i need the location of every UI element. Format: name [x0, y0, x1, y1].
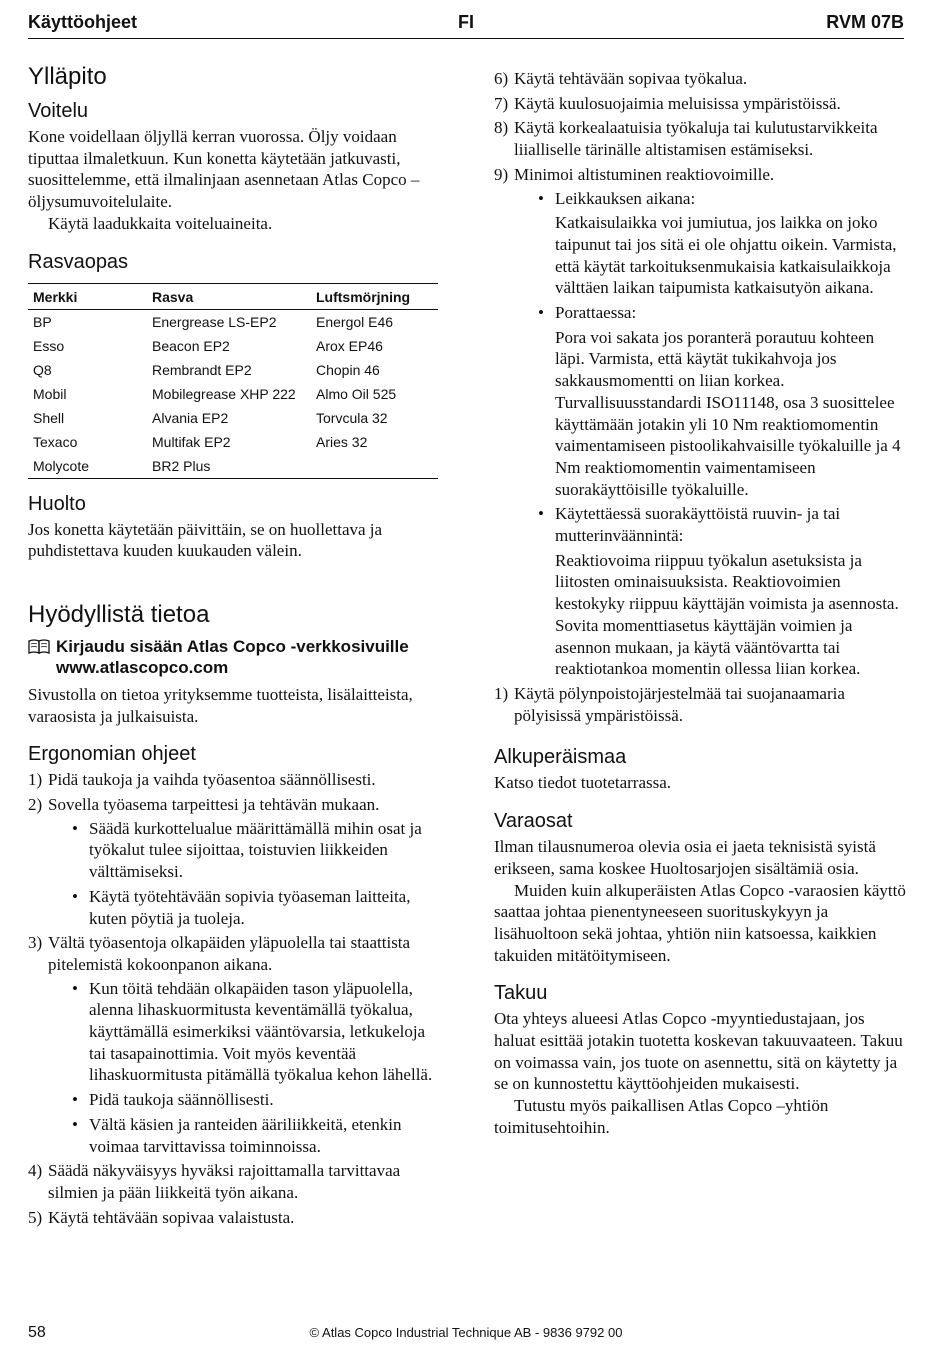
list-item	[494, 683, 906, 726]
brand-cell: Molycote	[33, 457, 90, 474]
bullet-text: Leikkauksen aikana:	[555, 188, 696, 208]
bullet-text: Pidä taukoja säännöllisesti.	[89, 1090, 274, 1110]
header-document-type: Käyttöohjeet	[28, 12, 138, 32]
warranty-heading: Takuu	[494, 982, 548, 1005]
oil-cell	[311, 454, 438, 479]
useful-info-heading: Hyödyllistä tietoa	[28, 600, 210, 628]
item-number: 1)	[28, 770, 43, 790]
grease-cell: Beacon EP2	[152, 337, 230, 354]
item-text: Käytä korkealaatuisia työkaluja tai kulutustarvikkeita liialliselle tärinälle altistamisen estämiseksi.	[514, 118, 878, 160]
item-text: Sovella työasema tarpeittesi ja tehtävän mukaan.	[48, 795, 380, 815]
bullet-item: • Porattaessa: Pora voi sakata jos poranterä porautuu kohteen läpi. Varmista, että käytät tukikahvoja jos sakkausmomentti on liian korkea. Turvallisuusstandardi ISO11148, osa 3 suosittelee käyttämään jotakin yli 10 Nm reaktiomomentin vaimentamiseen pistoolikahvaisille työkaluille ja 4 Nm reaktiomomentin vaimentamiseen suorakäyttöisille työkaluille.	[534, 302, 906, 500]
brand-cell: Esso	[33, 337, 65, 354]
list-item	[494, 164, 906, 680]
book-icon	[28, 639, 50, 655]
grease-table-header-row	[28, 283, 438, 309]
bullet-item: • Kun töitä tehdään olkapäiden tason yläpuolella, alenna lihaskuormitusta keventämällä työkalua, käyttämällä esimerkiksi vääntövarsia, letkukeloja tai tasapainottimia. Voit myös keventää lihaskuormitusta pitämällä työkalua kehon lähellä.	[72, 978, 433, 1085]
brand-cell: Shell	[33, 409, 65, 426]
item-text: Käytä tehtävään sopivaa työkalua.	[514, 69, 748, 88]
item-text: Käytä tehtävään sopivaa valaistusta.	[48, 1207, 295, 1227]
bullet-item: • Käytä työtehtävään sopivia työaseman laitteita, kuten pöytiä ja tuoleja.	[72, 886, 411, 928]
bullet-item: • Pidä taukoja säännöllisesti.	[72, 1090, 274, 1110]
item-number: 4)	[28, 1161, 43, 1181]
page-number: 58	[28, 1324, 46, 1341]
grease-cell: Energrease LS-EP2	[152, 313, 277, 330]
page-header	[28, 10, 904, 39]
grease-cell: Mobilegrease XHP 222	[152, 385, 296, 402]
service-heading: Huolto	[28, 492, 86, 515]
item-text: Pidä taukoja ja vaihda työasentoa säännöllisesti.	[48, 770, 376, 790]
brand-cell: Mobil	[33, 385, 67, 402]
bullet-text: Kun töitä tehdään olkapäiden tason yläpuolella, alenna lihaskuormitusta keventämällä työkalua, käyttämällä esimerkiksi vääntövarsia, letkukeloja tai tasapainottimia. Voit myös keventää lihaskuormitusta pitämällä työkalua kehon lähellä.	[89, 978, 433, 1085]
origin-text: Katso tiedot tuotetarrassa.	[494, 773, 672, 793]
table-row	[28, 334, 438, 358]
list-item	[494, 68, 906, 90]
page-footer	[28, 1322, 904, 1346]
warranty-terms-text: Tutustu myös paikallisen Atlas Copco –yhtiön toimitusehtoihin.	[494, 1096, 829, 1137]
right-column	[494, 68, 906, 1139]
item-number: 1)	[494, 683, 509, 703]
bullet-detail-text: Katkaisulaikka voi jumiutua, jos laikka on joko taipunut tai jos sitä ei ole ohjattu oikein. Varmista, että käytät tarkoituksenmukaisia katkaisulaikkoja välttäen laikan taipumista katkaisutyön aikana.	[555, 213, 897, 298]
grease-cell: Multifak EP2	[152, 433, 231, 450]
item-text: Säädä näkyväisyys hyväksi rajoittamalla tarvittavaa silmien ja pään liikkeitä työn aikana.	[48, 1161, 401, 1202]
bullet-text: Käytettäessä suorakäyttöistä ruuvin- ja tai mutterinväännintä:	[555, 504, 841, 546]
table-row	[28, 358, 438, 382]
oil-cell: Torvcula 32	[316, 409, 388, 426]
bullet-detail-text: Pora voi sakata jos poranterä porautuu kohteen läpi. Varmista, että käytät tukikahvoja jos sakkausmomentti on liian korkea. Turvallisuusstandardi ISO11148, osa 3 suosittelee käyttämään jotakin yli 10 Nm reaktiomomentin vaimentamiseen pistoolikahvaisille työkaluille ja 4 Nm reaktiomomentin vaimentamiseen suorakäyttöisille työkaluille.	[555, 327, 901, 499]
list-item	[28, 1160, 440, 1203]
item-number: 2)	[28, 795, 43, 815]
column-header-air-lubrication: Luftsmörjning	[311, 283, 438, 309]
list-item	[494, 93, 906, 115]
brand-cell: BP	[33, 313, 52, 330]
brand-cell: Texaco	[33, 433, 78, 450]
copyright-text: © Atlas Copco Industrial Technique AB - 9836 9792 00	[309, 1325, 623, 1340]
bullet-detail-text: Reaktiovoima riippuu työkalun asetuksista ja liitosten ominaisuuksista. Reaktiovoimien kestokyky riippuu käyttäjän voimista ja asennosta. Sovita momenttiasetus käyttäjän voimien ja asennon mukaan, ja käytä vääntövartta tai reaktiotankoa momentin ollessa liian korkea.	[555, 550, 899, 679]
ergonomics-heading: Ergonomian ohjeet	[28, 743, 196, 766]
sub-bullet-list	[48, 978, 440, 1158]
website-description: Sivustolla on tietoa yrityksemme tuotteista, lisälaitteista, varaosista ja julkaisuista.	[28, 684, 413, 726]
header-model: RVM 07B	[826, 12, 904, 32]
item-number: 8)	[494, 118, 509, 138]
bullet-text: Porattaessa:	[555, 303, 637, 323]
column-header-grease: Rasva	[147, 283, 311, 309]
list-item	[28, 932, 440, 1157]
item-text: Minimoi altistuminen reaktiovoimille.	[514, 164, 775, 184]
item-number: 9)	[494, 164, 509, 184]
spare-parts-text: Ilman tilausnumeroa olevia osia ei jaeta teknisistä syistä erikseen, sama koskee Huoltosarjojen sisältämiä osia.	[494, 837, 876, 878]
item-number: 6)	[494, 69, 509, 88]
bullet-item: • Säädä kurkottelualue määrittämällä mihin osat ja työkalut tulee sijoittaa, toistuvien liikkeiden välttämiseksi.	[72, 818, 422, 882]
item-text: Käytä kuulosuojaimia meluisissa ympäristöissä.	[514, 93, 841, 113]
ergonomics-list-right	[494, 68, 906, 726]
sub-bullet-list	[48, 818, 440, 930]
left-column	[28, 62, 440, 1231]
bullet-item: • Vältä käsien ja ranteiden ääriliikkeitä, etenkin voimaa tarvittavissa toiminnoissa.	[72, 1114, 402, 1156]
grease-table	[28, 283, 438, 479]
origin-heading: Alkuperäismaa	[494, 746, 627, 769]
grease-guide-heading: Rasvaopas	[28, 250, 129, 273]
warranty-text: Ota yhteys alueesi Atlas Copco -myyntiedustajaan, jos haluat esittää jotakin tuotetta koskevan takuuvaateen. Takuu on voimassa vain, jos tuote on asennettu, sitä on käytetty ja se on kunnostettu käyttöohjeiden mukaisesti.	[494, 1009, 903, 1094]
oil-cell: Aries 32	[316, 433, 368, 450]
table-row	[28, 309, 438, 334]
column-header-brand: Merkki	[28, 283, 147, 309]
bullet-item: • Leikkauksen aikana: Katkaisulaikka voi jumiutua, jos laikka on joko taipunut tai jos sitä ei ole ohjattu oikein. Varmista, että käytät tarkoituksenmukaisia katkaisulaikkoja välttäen laikan taipumista katkaisutyön aikana.	[534, 188, 906, 300]
table-row	[28, 406, 438, 430]
list-item	[28, 1207, 440, 1229]
table-row	[28, 430, 438, 454]
table-row	[28, 382, 438, 406]
bullet-text: Vältä käsien ja ranteiden ääriliikkeitä, etenkin voimaa tarvittavissa toiminnoissa.	[89, 1114, 402, 1156]
spare-parts-heading: Varaosat	[494, 810, 573, 833]
oil-cell: Arox EP46	[316, 337, 383, 354]
lubrication-text: Kone voidellaan öljyllä kerran vuorossa. Öljy voidaan tiputtaa ilmaletkuun. Kun konetta käytetään jatkuvasti, suosittelemme, että ilmalinjaan asennetaan Atlas Copco – öljysumuvoitelulaite.	[28, 127, 420, 212]
oil-cell: Chopin 46	[316, 361, 380, 378]
service-text: Jos konetta käytetään päivittäin, se on huollettava ja puhdistettava kuuden kuukauden välein.	[28, 519, 383, 561]
spare-parts-warning-text: Muiden kuin alkuperäisten Atlas Copco -varaosien käyttö saattaa johtaa pienentyneeseen suorituskykyyn ja lisähuoltoon sekä johtaa, yhtiön niin katsoessa, kaikkien takuiden mitätöitymiseen.	[494, 880, 906, 965]
list-item	[28, 794, 440, 929]
grease-cell: BR2 Plus	[152, 457, 211, 474]
table-row	[28, 454, 438, 479]
oil-cell: Almo Oil 525	[316, 385, 397, 402]
lubrication-heading: Voitelu	[28, 100, 89, 122]
item-number: 3)	[28, 933, 43, 953]
grease-cell: Rembrandt EP2	[152, 361, 252, 378]
item-number: 5)	[28, 1207, 43, 1227]
item-text: Käytä pölynpoistojärjestelmää tai suojanaamaria pölyisissä ympäristöissä.	[514, 683, 845, 725]
sub-bullet-list	[514, 188, 906, 680]
lubrication-quality-text: Käytä laadukkaita voiteluaineita.	[48, 213, 273, 233]
ergonomics-list-left	[28, 769, 440, 1228]
bullet-text: Käytä työtehtävään sopivia työaseman laitteita, kuten pöytiä ja tuoleja.	[89, 886, 411, 928]
item-number: 7)	[494, 93, 509, 113]
grease-cell: Alvania EP2	[152, 409, 229, 426]
oil-cell: Energol E46	[316, 313, 394, 330]
item-text: Vältä työasentoja olkapäiden yläpuolella tai staattista pitelemistä kokoonpanon aikana.	[48, 933, 411, 974]
website-link[interactable]	[28, 636, 440, 678]
header-language: FI	[458, 12, 474, 32]
brand-cell: Q8	[33, 361, 52, 378]
bullet-item: • Käytettäessä suorakäyttöistä ruuvin- ja tai mutterinväännintä: Reaktiovoima riippuu työkalun asetuksista ja liitosten ominaisuuksista. Reaktiovoimien kestokyky riippuu käyttäjän voimista ja asennosta. Sovita momenttiasetus käyttäjän voimien ja asennon mukaan, ja käytä vääntövartta tai reaktiotankoa momentin ollessa liian korkea.	[534, 503, 906, 680]
bullet-text: Säädä kurkottelualue määrittämällä mihin osat ja työkalut tulee sijoittaa, toistuvien liikkeiden välttämiseksi.	[89, 818, 422, 882]
website-link-text[interactable]: Kirjaudu sisään Atlas Copco -verkkosivuille www.atlascopco.com	[56, 636, 409, 677]
list-item	[494, 117, 906, 160]
list-item	[28, 769, 440, 791]
maintenance-heading: Ylläpito	[28, 63, 107, 90]
